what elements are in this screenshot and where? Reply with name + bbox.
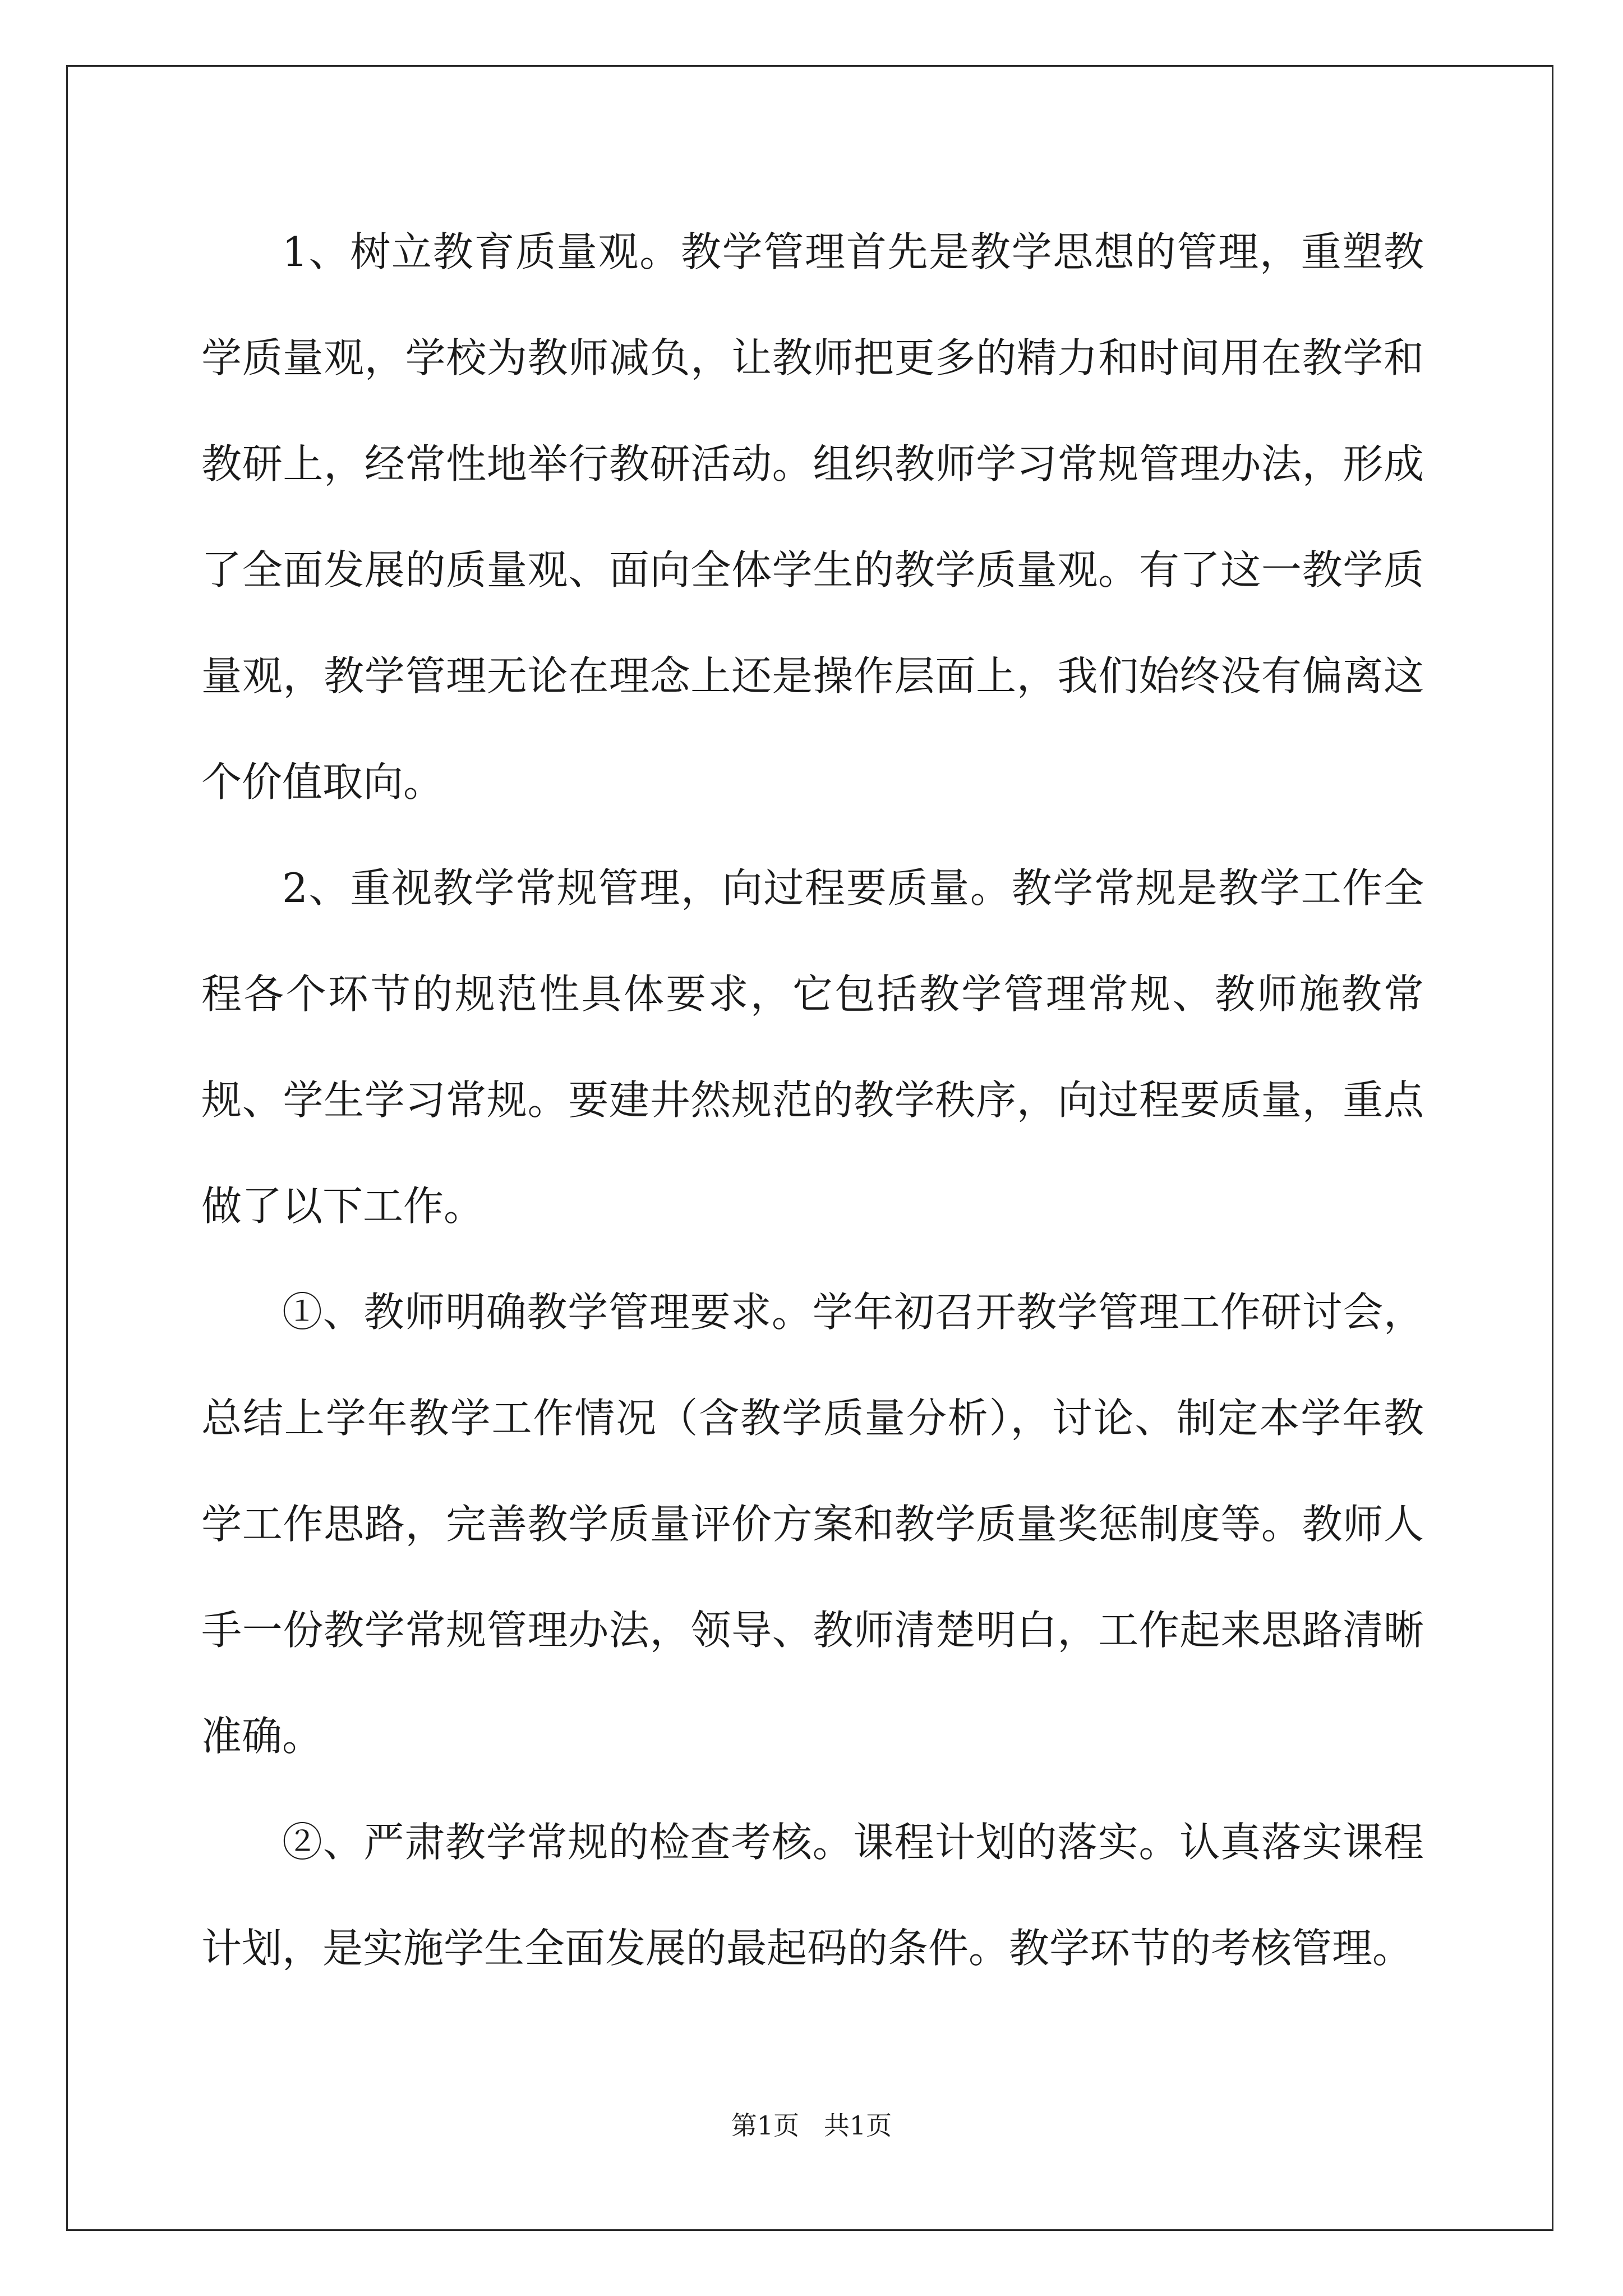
paragraph-management-requirements: ①、教师明确教学管理要求。学年初召开教学管理工作研讨会，总结上学年教学工作情况（含教学质量分析），讨论、制定本学年教学工作思路，完善教学质量评价方案和教学质量奖惩制度等。教师人手一份教学常规管理办法，领导、教师清楚明白，工作起来思路清晰准确。 [201,1289,1424,1760]
paragraph-routine-management: 2、重视教学常规管理，向过程要质量。教学常规是教学工作全程各个环节的规范性具体要求，它包括教学管理常规、教师施教常规、学生学习常规。要建井然规范的教学秩序，向过程要质量，重点做了以下工作。 [201,864,1424,1230]
document-body [201,199,1424,2001]
page-number: 第1页 共1页 [731,2110,892,2141]
paragraph-routine-inspection: ②、严肃教学常规的检查考核。课程计划的落实。认真落实课程计划，是实施学生全面发展的最起码的条件。教学环节的考核管理。 [201,1819,1424,1972]
paragraph-quality-view: 1、树立教育质量观。教学管理首先是教学思想的管理，重塑教学质量观，学校为教师减负，让教师把更多的精力和时间用在教学和教研上，经常性地举行教研活动。组织教师学习常规管理办法，形成了全面发展的质量观、面向全体学生的教学质量观。有了这一教学质量观，教学管理无论在理念上还是操作层面上，我们始终没有偏离这个价值取向。 [201,228,1424,806]
